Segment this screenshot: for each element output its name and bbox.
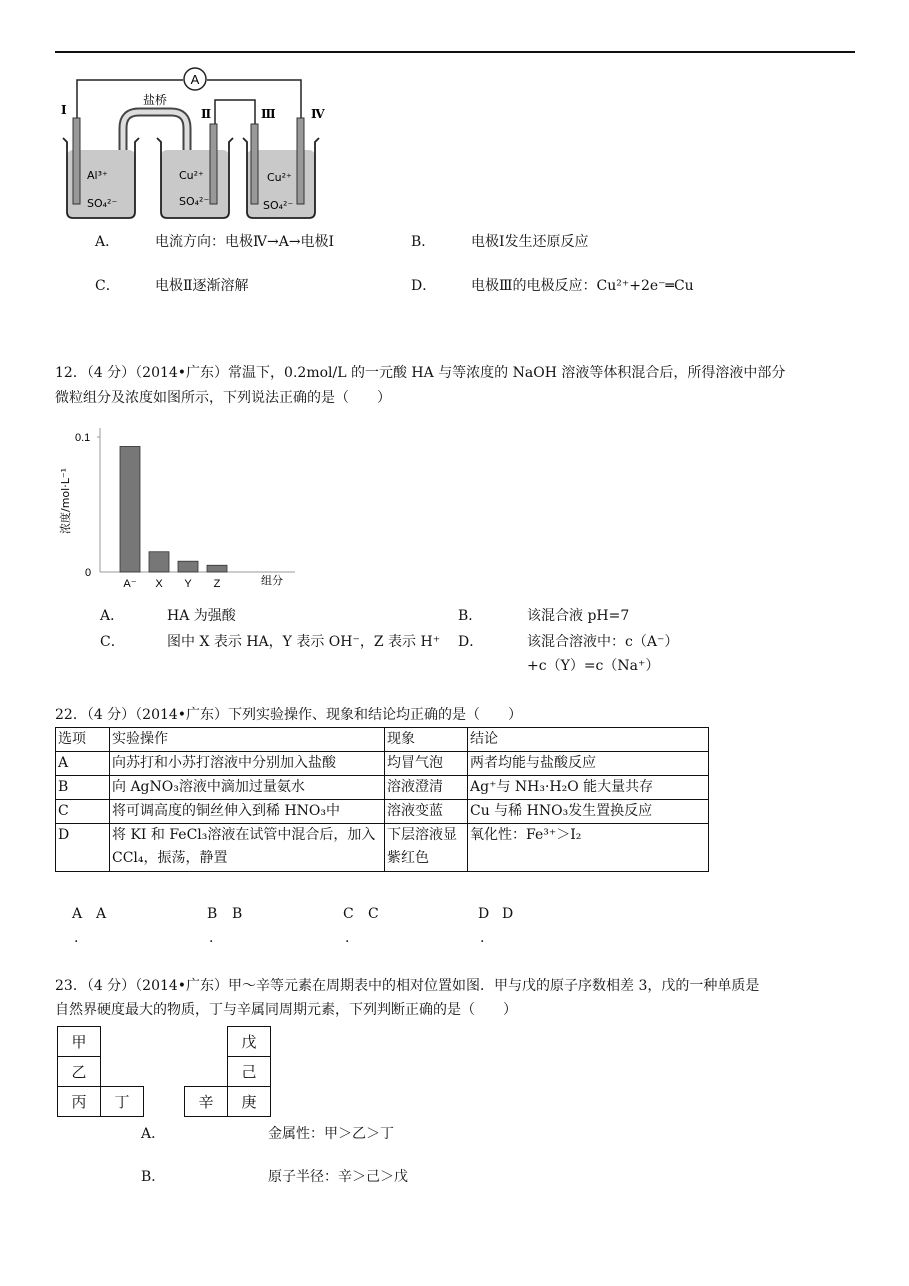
bar-1: [149, 552, 169, 572]
header-conclusion: 结论: [468, 728, 709, 752]
row-c-option: C: [56, 800, 110, 824]
row-d-phenomenon: 下层溶液显紫红色: [385, 824, 468, 872]
electrode-2-label: Ⅱ: [201, 107, 212, 121]
periodic-table-right: [184, 1026, 271, 1117]
q11-option-d-letter: D．: [411, 278, 437, 294]
q12-stem-line2: 微粒组分及浓度如图所示，下列说法正确的是（ ）: [55, 390, 391, 406]
q11-option-b-text: 电极Ⅰ发生还原反应: [471, 234, 589, 250]
row-b-phenomenon: 溶液澄清: [385, 776, 468, 800]
q22-option-d-letter: D: [478, 906, 490, 922]
x-tick-label-3: Z: [213, 578, 221, 590]
beaker-3-ion1: Cu²⁺: [267, 171, 292, 184]
table-row: [56, 800, 709, 824]
q11-option-c-letter: C．: [95, 278, 120, 294]
x-axis-label: 组分: [261, 574, 283, 587]
row-b-option: B: [56, 776, 110, 800]
beaker-2-ion2: SO₄²⁻: [179, 195, 210, 208]
q12-option-c-letter: C．: [100, 634, 125, 650]
element-wu: 戊: [228, 1027, 271, 1057]
row-d-option: D: [56, 824, 110, 872]
q12-option-b-text: 该混合液 pH=7: [527, 608, 630, 624]
header-rule: [55, 51, 855, 53]
q23-stem-line2: 自然界硬度最大的物质，丁与辛属同周期元素，下列判断正确的是（ ）: [55, 1002, 517, 1018]
x-tick-label-0: A⁻: [123, 578, 137, 590]
element-geng: 庚: [228, 1087, 271, 1117]
electrode-1-label: Ⅰ: [61, 103, 67, 117]
beaker-1-ion1: Al³⁺: [87, 169, 108, 182]
q12-option-d-text: 该混合溶液中：c（A⁻）: [527, 634, 679, 650]
q22-option-d-dot: .: [480, 930, 485, 946]
table-row: [56, 776, 709, 800]
table-row: [56, 752, 709, 776]
q12-option-b-letter: B．: [458, 608, 483, 624]
concentration-bar-chart: [55, 422, 305, 594]
q12-option-c-text: 图中 X 表示 HA，Y 表示 OH⁻，Z 表示 H⁺: [167, 634, 441, 650]
row-a-conclusion: 两者均能与盐酸反应: [468, 752, 709, 776]
q11-option-d-text: 电极Ⅲ的电极反应：Cu²⁺+2e⁻═Cu: [471, 278, 694, 294]
q11-option-b-letter: B．: [411, 234, 436, 250]
salt-bridge-label: 盐桥: [142, 93, 168, 107]
table-row: [56, 824, 709, 872]
q23-option-a-letter: A．: [141, 1126, 166, 1142]
q22-stem: 22．（4 分）（2014•广东）下列实验操作、现象和结论均正确的是（ ）: [55, 707, 523, 723]
row-a-option: A: [56, 752, 110, 776]
q22-option-b-letter: B: [207, 906, 218, 922]
q12-option-d-text2: +c（Y）=c（Na⁺）: [527, 658, 660, 674]
y-tick-max: 0.1: [75, 432, 91, 444]
header-option: 选项: [56, 728, 110, 752]
row-c-phenomenon: 溶液变蓝: [385, 800, 468, 824]
q22-option-c-text: C: [368, 906, 379, 922]
row-c-operation: 将可调高度的铜丝伸入到稀 HNO₃中: [110, 800, 385, 824]
q12-option-a-letter: A．: [100, 608, 125, 624]
element-bing: 丙: [58, 1087, 101, 1117]
row-d-conclusion: 氧化性：Fe³⁺＞I₂: [468, 824, 709, 872]
q23-option-a-text: 金属性：甲＞乙＞丁: [268, 1126, 394, 1142]
header-phenomenon: 现象: [385, 728, 468, 752]
electrochem-diagram: [55, 62, 345, 224]
q22-option-c-letter: C: [343, 906, 354, 922]
q23-option-b-text: 原子半径：辛＞己＞戊: [268, 1169, 408, 1185]
row-d-operation: 将 KI 和 FeCl₃溶液在试管中混合后，加入 CCl₄，振荡，静置: [110, 824, 385, 872]
q22-option-a-dot: .: [74, 930, 79, 946]
q23-option-b-letter: B．: [141, 1169, 166, 1185]
row-a-operation: 向苏打和小苏打溶液中分别加入盐酸: [110, 752, 385, 776]
q22-option-d-text: D: [502, 906, 514, 922]
electrode-3-label: Ⅲ: [261, 107, 276, 121]
q22-option-a-text: A: [96, 906, 107, 922]
q22-option-a-letter: A: [72, 906, 83, 922]
q23-stem-line1: 23．（4 分）（2014•广东）甲～辛等元素在周期表中的相对位置如图．甲与戊的原子序数相差 3，戊的一种单质是: [55, 978, 760, 994]
bar-3: [207, 565, 227, 572]
y-tick-zero: 0: [85, 567, 92, 579]
element-ding: 丁: [101, 1087, 144, 1117]
element-xin: 辛: [185, 1087, 228, 1117]
beaker-2-ion1: Cu²⁺: [179, 169, 204, 182]
bar-2: [178, 561, 198, 572]
beaker-1-ion2: SO₄²⁻: [87, 197, 118, 210]
q12-option-d-letter: D．: [458, 634, 484, 650]
beaker-3-ion2: SO₄²⁻: [263, 199, 294, 212]
element-yi: 乙: [58, 1057, 101, 1087]
q22-option-b-text: B: [232, 906, 243, 922]
electrode-4-label: Ⅳ: [311, 107, 325, 121]
periodic-table-left: [57, 1026, 144, 1117]
row-c-conclusion: Cu 与稀 HNO₃发生置换反应: [468, 800, 709, 824]
q22-option-b-dot: .: [209, 930, 214, 946]
x-tick-label-1: X: [155, 578, 163, 590]
experiment-table: [55, 727, 709, 872]
header-operation: 实验操作: [110, 728, 385, 752]
y-axis-label: 浓度/mol·L⁻¹: [59, 467, 72, 534]
x-tick-label-2: Y: [184, 578, 192, 590]
q11-option-c-text: 电极Ⅱ逐渐溶解: [155, 278, 249, 294]
row-b-operation: 向 AgNO₃溶液中滴加过量氨水: [110, 776, 385, 800]
q12-stem-line1: 12．（4 分）（2014•广东）常温下，0.2mol/L 的一元酸 HA 与等浓度的 NaOH 溶液等体积混合后，所得溶液中部分: [55, 365, 786, 381]
row-a-phenomenon: 均冒气泡: [385, 752, 468, 776]
element-ji: 己: [228, 1057, 271, 1087]
ammeter-label: A: [190, 72, 200, 87]
q12-option-a-text: HA 为强酸: [167, 608, 236, 624]
table-header-row: [56, 728, 709, 752]
element-jia: 甲: [58, 1027, 101, 1057]
q22-option-c-dot: .: [345, 930, 350, 946]
q11-option-a-letter: A．: [95, 234, 120, 250]
bar-0: [120, 446, 140, 572]
q11-option-a-text: 电流方向：电极Ⅳ→A→电极Ⅰ: [155, 234, 335, 250]
row-b-conclusion: Ag⁺与 NH₃·H₂O 能大量共存: [468, 776, 709, 800]
